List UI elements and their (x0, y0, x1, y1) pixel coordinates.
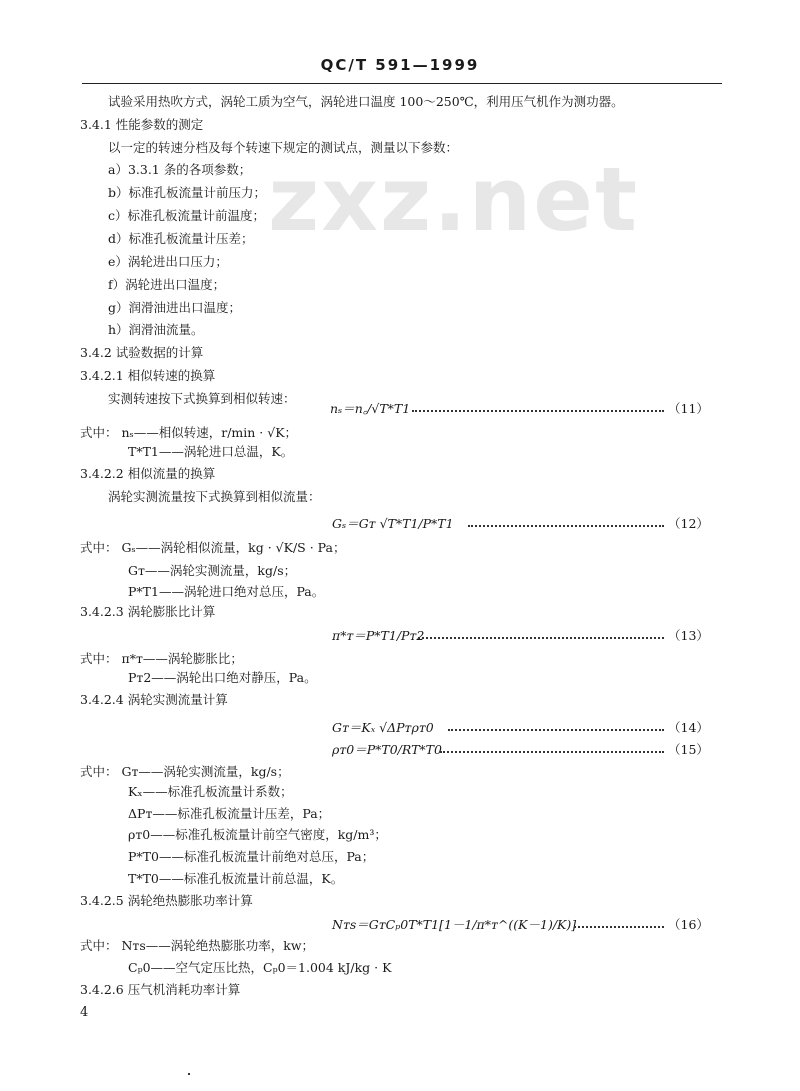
equation-number: （13） (668, 628, 709, 643)
equation-number: （12） (668, 516, 709, 531)
page-number: 4 (80, 1005, 89, 1020)
legend-line: Pᴛ2——涡轮出口绝对静压，Pa。 (128, 670, 317, 685)
equation-11 (0, 399, 800, 415)
section-heading: 3.4.2.4 涡轮实测流量计算 (80, 692, 228, 707)
legend-line: Kₓ——标准孔板流量计系数； (128, 784, 293, 799)
legend-line: ρᴛ0——标准孔板流量计前空气密度，kg/m³； (128, 827, 387, 842)
equation-16 (0, 915, 800, 931)
text-line: 涡轮实测流量按下式换算到相似流量： (108, 489, 321, 504)
legend-line: P*T0——标准孔板流量计前绝对总压，Pa； (128, 849, 375, 864)
leader-dots (574, 926, 664, 928)
text-line: 试验采用热吹方式，涡轮工质为空气，涡轮进口温度 100～250℃，利用压气机作为测功器。 (108, 94, 624, 109)
equation-number: （15） (668, 742, 709, 757)
section-heading: 3.4.2 试验数据的计算 (80, 345, 204, 360)
standard-header: QC/T 591—1999 (320, 56, 480, 74)
legend-line: T*T1——涡轮进口总温，K。 (128, 444, 294, 459)
legend-line: ΔPᴛ——标准孔板流量计压差，Pa； (128, 806, 331, 821)
text-line: 以一定的转速分档及每个转速下规定的测试点，测量以下参数： (108, 140, 459, 155)
section-heading: 3.4.2.2 相似流量的换算 (80, 466, 216, 481)
scan-speck (188, 1073, 190, 1075)
leader-dots (468, 525, 664, 527)
equation-12 (0, 514, 800, 530)
equation-formula: nₛ＝n꜀/√T*T1 (330, 401, 411, 416)
list-item: c）标准孔板流量计前温度； (108, 208, 266, 223)
legend-line: 式中： Nᴛs——涡轮绝热膨胀功率，kw； (80, 938, 315, 953)
section-heading: 3.4.2.1 相似转速的换算 (80, 368, 216, 383)
equation-number: （14） (668, 720, 709, 735)
list-item: f）涡轮进出口温度； (108, 277, 226, 292)
legend-line: 式中： Gₛ——涡轮相似流量，kg · √K/S · Pa； (80, 540, 346, 555)
legend-line: P*T1——涡轮进口绝对总压，Pa。 (128, 584, 325, 599)
equation-formula: π*ᴛ＝P*T1/Pᴛ2 (332, 628, 425, 643)
leader-dots (440, 751, 664, 753)
legend-line: Cₚ0——空气定压比热，Cₚ0＝1.004 kJ/kg · K (128, 960, 392, 975)
equation-number: （16） (668, 917, 709, 932)
leader-dots (418, 637, 664, 639)
list-item: a）3.3.1 条的各项参数； (108, 162, 252, 177)
header-rule (82, 83, 722, 84)
equation-formula: Gᴛ＝Kₓ √ΔPᴛρᴛ0 (332, 720, 434, 735)
watermark: zxz.net (268, 148, 640, 251)
equation-number: （11） (668, 401, 709, 416)
list-item: h）润滑油流量。 (108, 322, 204, 337)
legend-line: 式中： nₛ——相似转速，r/min · √K； (80, 425, 298, 440)
section-heading: 3.4.2.6 压气机消耗功率计算 (80, 982, 241, 997)
list-item: g）润滑油进出口温度； (108, 300, 242, 315)
legend-line: Gᴛ——涡轮实测流量，kg/s； (128, 563, 297, 578)
legend-line: 式中： Gᴛ——涡轮实测流量，kg/s； (80, 764, 290, 779)
legend-line: 式中： π*ᴛ——涡轮膨胀比； (80, 651, 243, 666)
leader-dots (448, 729, 664, 731)
section-heading: 3.4.2.3 涡轮膨胀比计算 (80, 604, 216, 619)
equation-13 (0, 626, 800, 642)
equation-formula: Gₛ＝Gᴛ √T*T1/P*T1 (332, 516, 454, 531)
legend-line: T*T0——标准孔板流量计前总温，K。 (128, 871, 344, 886)
section-heading: 3.4.1 性能参数的测定 (80, 117, 204, 132)
equation-14 (0, 718, 800, 734)
list-item: e）涡轮进出口压力； (108, 254, 228, 269)
list-item: b）标准孔板流量计前压力； (108, 185, 267, 200)
list-item: d）标准孔板流量计压差； (108, 231, 254, 246)
text-line: 实测转速按下式换算到相似转速： (108, 391, 296, 406)
equation-formula: Nᴛs＝GᴛCₚ0T*T1[1－1/π*ᴛ^((K－1)/K)] (332, 917, 577, 932)
leader-dots (412, 410, 664, 412)
equation-15 (0, 740, 800, 756)
equation-formula: ρᴛ0＝P*T0/RT*T0 (332, 742, 442, 757)
section-heading: 3.4.2.5 涡轮绝热膨胀功率计算 (80, 893, 253, 908)
